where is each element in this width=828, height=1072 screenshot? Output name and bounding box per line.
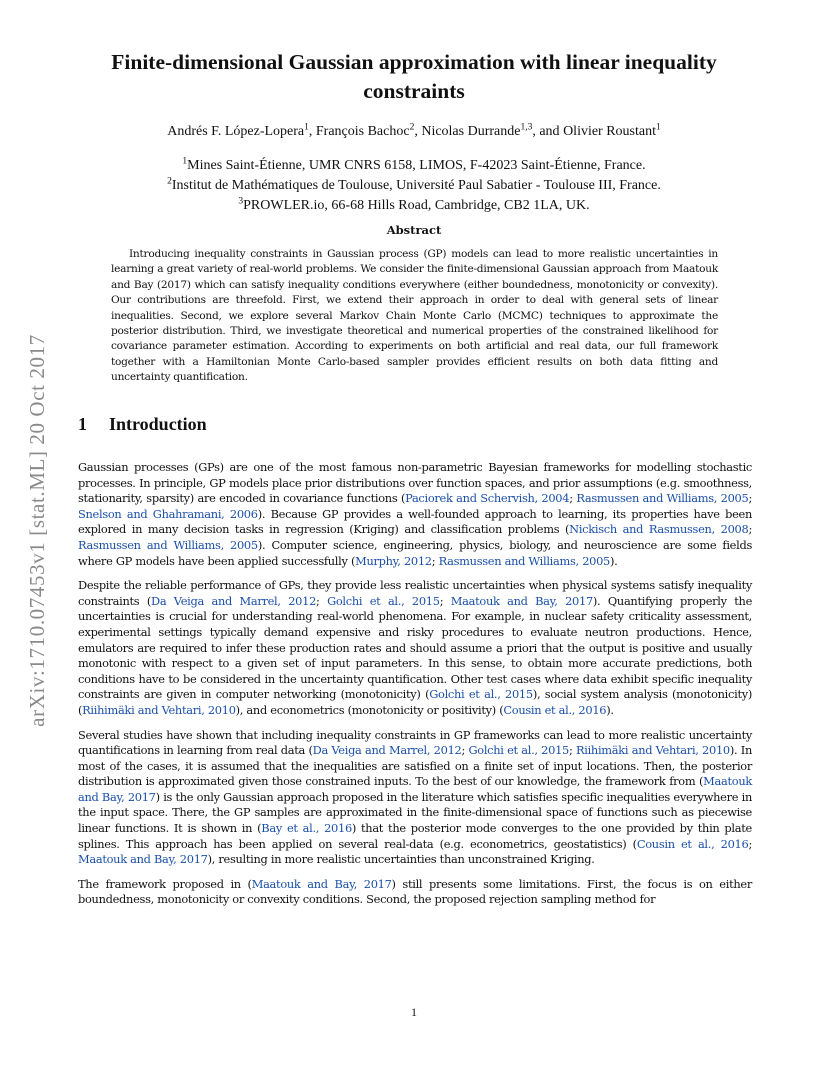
citation-link[interactable]: Golchi et al., 2015 [468, 743, 569, 758]
citation-link[interactable]: Rasmussen and Williams, 2005 [78, 537, 258, 552]
paragraph-text: ; [431, 553, 439, 568]
paragraph-text: Despite the reliable performance of GPs, they provide less realistic uncertainties when physical systems satisfy inequality constraints ( [78, 578, 752, 608]
author-affiliation-mark: 1 [656, 122, 661, 133]
paragraph-text: Gaussian processes (GPs) are one of the most famous non-parametric Bayesian frameworks for modelling stochastic processes. In principle, GP models place prior distributions over function spaces, and prior assumptions (e.g. smoothness, stationarity, sparsity) are encoded in covariance functions ( [78, 460, 752, 506]
citation-link[interactable]: Nickisch and Rasmussen, 2008 [569, 522, 749, 537]
author-separator: , [414, 124, 422, 139]
paragraph-text: ), and econometrics (monotonicity or positivity) ( [235, 702, 504, 717]
paragraph-text: The framework proposed in ( [78, 876, 252, 891]
author-list [78, 124, 750, 140]
citation-link[interactable]: Rasmussen and Williams, 2005 [576, 491, 749, 506]
author-affiliation-mark: 2 [409, 122, 415, 133]
section-number: 1 [78, 414, 87, 434]
paragraph-text: ; [568, 743, 576, 758]
paragraph-text: ; [461, 743, 469, 758]
paragraph [78, 578, 752, 718]
paragraph-text: ; [316, 593, 328, 608]
paragraph-text: ). [606, 702, 614, 717]
paragraph-text: ). Because GP provides a well-founded approach to learning, its properties have been explored in many decision tasks in regression (Kriging) and classification problems ( [78, 506, 752, 537]
author-name: François Bachoc [315, 124, 410, 139]
author-separator: , and [532, 124, 564, 139]
citation-link[interactable]: Maatouk and Bay, 2017 [78, 774, 752, 804]
affiliation-list [78, 156, 750, 216]
paragraph [78, 460, 752, 569]
affiliation-mark: 1 [182, 156, 188, 167]
affiliation-line [78, 196, 750, 216]
citation-link[interactable]: Golchi et al., 2015 [327, 593, 440, 608]
paragraph-text: ). Computer science, engineering, physics, biology, and neuroscience are some fields where GP models have been applied successfully ( [78, 537, 753, 568]
paper-title: Finite-dimensional Gaussian approximation with linear inequality constraints [111, 50, 717, 103]
affiliation-text: PROWLER.io, 66-68 Hills Road, Cambridge, CB2 1LA, UK. [243, 198, 590, 213]
paragraph-text: ). In most of the cases, it is assumed that the inequalities are satisfied on a finite set of input locations. Then, the posterior distribution is approximated given those constrained inputs. To the best of our knowledge, the framework from ( [78, 743, 753, 789]
affiliation-line [78, 176, 750, 196]
author-name: Nicolas Durrande [421, 124, 521, 139]
arxiv-identifier-margin [22, 285, 52, 775]
paragraph-text: ). Quantifying properly the uncertainties is crucial for understanding real-world phenomena. For example, in nuclear safety criticality assessment, experimental settings typically demand expensive and risky procedures to evaluate neutron productions. Hence, emulators are required to infer these production rates and should assume a priori that the output is positive and usually monotonic with respect to a given set of input parameters. In this sense, to obtain more accurate predictions, both conditions have to be considered in the uncertainty quantification. Other test cases where data exhibit specific inequality constraints are given in computer networking (monotonicity) ( [78, 593, 753, 702]
paragraph-text: ; [439, 593, 451, 608]
citation-link[interactable]: Maatouk and Bay, 2017 [78, 852, 208, 867]
paragraph-text: Several studies have shown that including inequality constraints in GP frameworks can lead to more realistic uncertainty quantifications in learning from real data ( [78, 727, 752, 758]
section-heading [78, 414, 207, 435]
arxiv-identifier: arXiv:1710.07453v1 [stat.ML] 20 Oct 2017 [24, 333, 49, 727]
citation-link[interactable]: Rasmussen and Williams, 2005 [438, 553, 610, 568]
citation-link[interactable]: Riihimäki and Vehtari, 2010 [82, 702, 236, 717]
paragraph-text: ). [609, 553, 618, 568]
citation-link[interactable]: Paciorek and Schervish, 2004 [405, 491, 570, 506]
citation-link[interactable]: Maatouk and Bay, 2017 [251, 876, 392, 891]
citation-link[interactable]: Snelson and Ghahramani, 2006 [78, 506, 258, 521]
author-separator: , [308, 124, 316, 139]
affiliation-text: Institut de Mathématiques de Toulouse, Université Paul Sabatier - Toulouse III, France. [171, 178, 661, 193]
paragraph-text: ; [748, 491, 752, 506]
paragraph [78, 877, 752, 908]
abstract-text: Introducing inequality constraints in Gaussian process (GP) models can lead to more realistic uncertainties in learning a great variety of real-world problems. We consider the finite-dimensional Gaussian approach from Maatouk and Bay (2017) which can satisfy inequality conditions everywhere (either boundedness, monotonicity or convexity). Our contributions are threefold. First, we extend their approach in order to deal with general sets of linear inequalities. Second, we explore several Markov Chain Monte Carlo (MCMC) techniques to approximate the posterior distribution. Third, we investigate theoretical and numerical properties of the constrained likelihood for covariance parameter estimation. According to experiments on both artificial and real data, our full framework together with a Hamiltonian Monte Carlo-based sampler provides efficient results on both data fitting and uncertainty quantification. [111, 248, 718, 384]
page-number: 1 [411, 1005, 417, 1019]
introduction-body [78, 460, 752, 917]
paragraph-text: ; [569, 491, 577, 506]
citation-link[interactable]: Murphy, 2012 [355, 553, 432, 568]
citation-link[interactable]: Da Veiga and Marrel, 2012 [312, 743, 462, 758]
citation-link[interactable]: Riihimäki and Vehtari, 2010 [575, 743, 730, 758]
paragraph-text: ) that the posterior mode converges to the one provided by thin plate splines. This approach has been applied on several real-data (e.g. econometrics, geostatistics) ( [78, 821, 752, 851]
abstract-heading: Abstract [386, 223, 442, 237]
affiliation-mark: 2 [167, 176, 172, 187]
affiliation-line [78, 156, 750, 176]
affiliation-mark: 3 [238, 196, 244, 207]
author-name: Andrés F. López-Lopera [167, 124, 305, 139]
paragraph-text: ), resulting in more realistic uncertainties than unconstrained Kriging. [207, 852, 595, 867]
citation-link[interactable]: Cousin et al., 2016 [636, 836, 749, 851]
paragraph-text: ; [748, 836, 752, 851]
affiliation-text: Mines Saint-Étienne, UMR CNRS 6158, LIMOS, F-42023 Saint-Étienne, France. [187, 158, 646, 173]
paragraph-text: ) still presents some limitations. First, the focus is on either boundedness, monotonicity or convexity conditions. Second, the proposed rejection sampling method for [78, 876, 752, 907]
citation-link[interactable]: Maatouk and Bay, 2017 [450, 593, 593, 608]
section-title: Introduction [109, 414, 207, 434]
paragraph-text: ) is the only Gaussian approach proposed in the literature which satisfies specific inequalities everywhere in the input space. There, the GP samples are approximated in the finite-dimensional space of functions such as piecewise linear functions. It is shown in ( [78, 789, 752, 836]
citation-link[interactable]: Cousin et al., 2016 [503, 702, 607, 717]
citation-link[interactable]: Bay et al., 2016 [261, 821, 352, 836]
author-affiliation-mark: 1,3 [520, 122, 533, 133]
paragraph-text: ), social system analysis (monotonicity) ( [78, 687, 752, 717]
citation-link[interactable]: Golchi et al., 2015 [429, 687, 533, 702]
paragraph [78, 728, 752, 868]
author-name: Olivier Roustant [563, 124, 656, 139]
citation-link[interactable]: Da Veiga and Marrel, 2012 [150, 593, 317, 608]
author-affiliation-mark: 1 [304, 122, 309, 133]
paragraph-text: ; [748, 522, 752, 537]
